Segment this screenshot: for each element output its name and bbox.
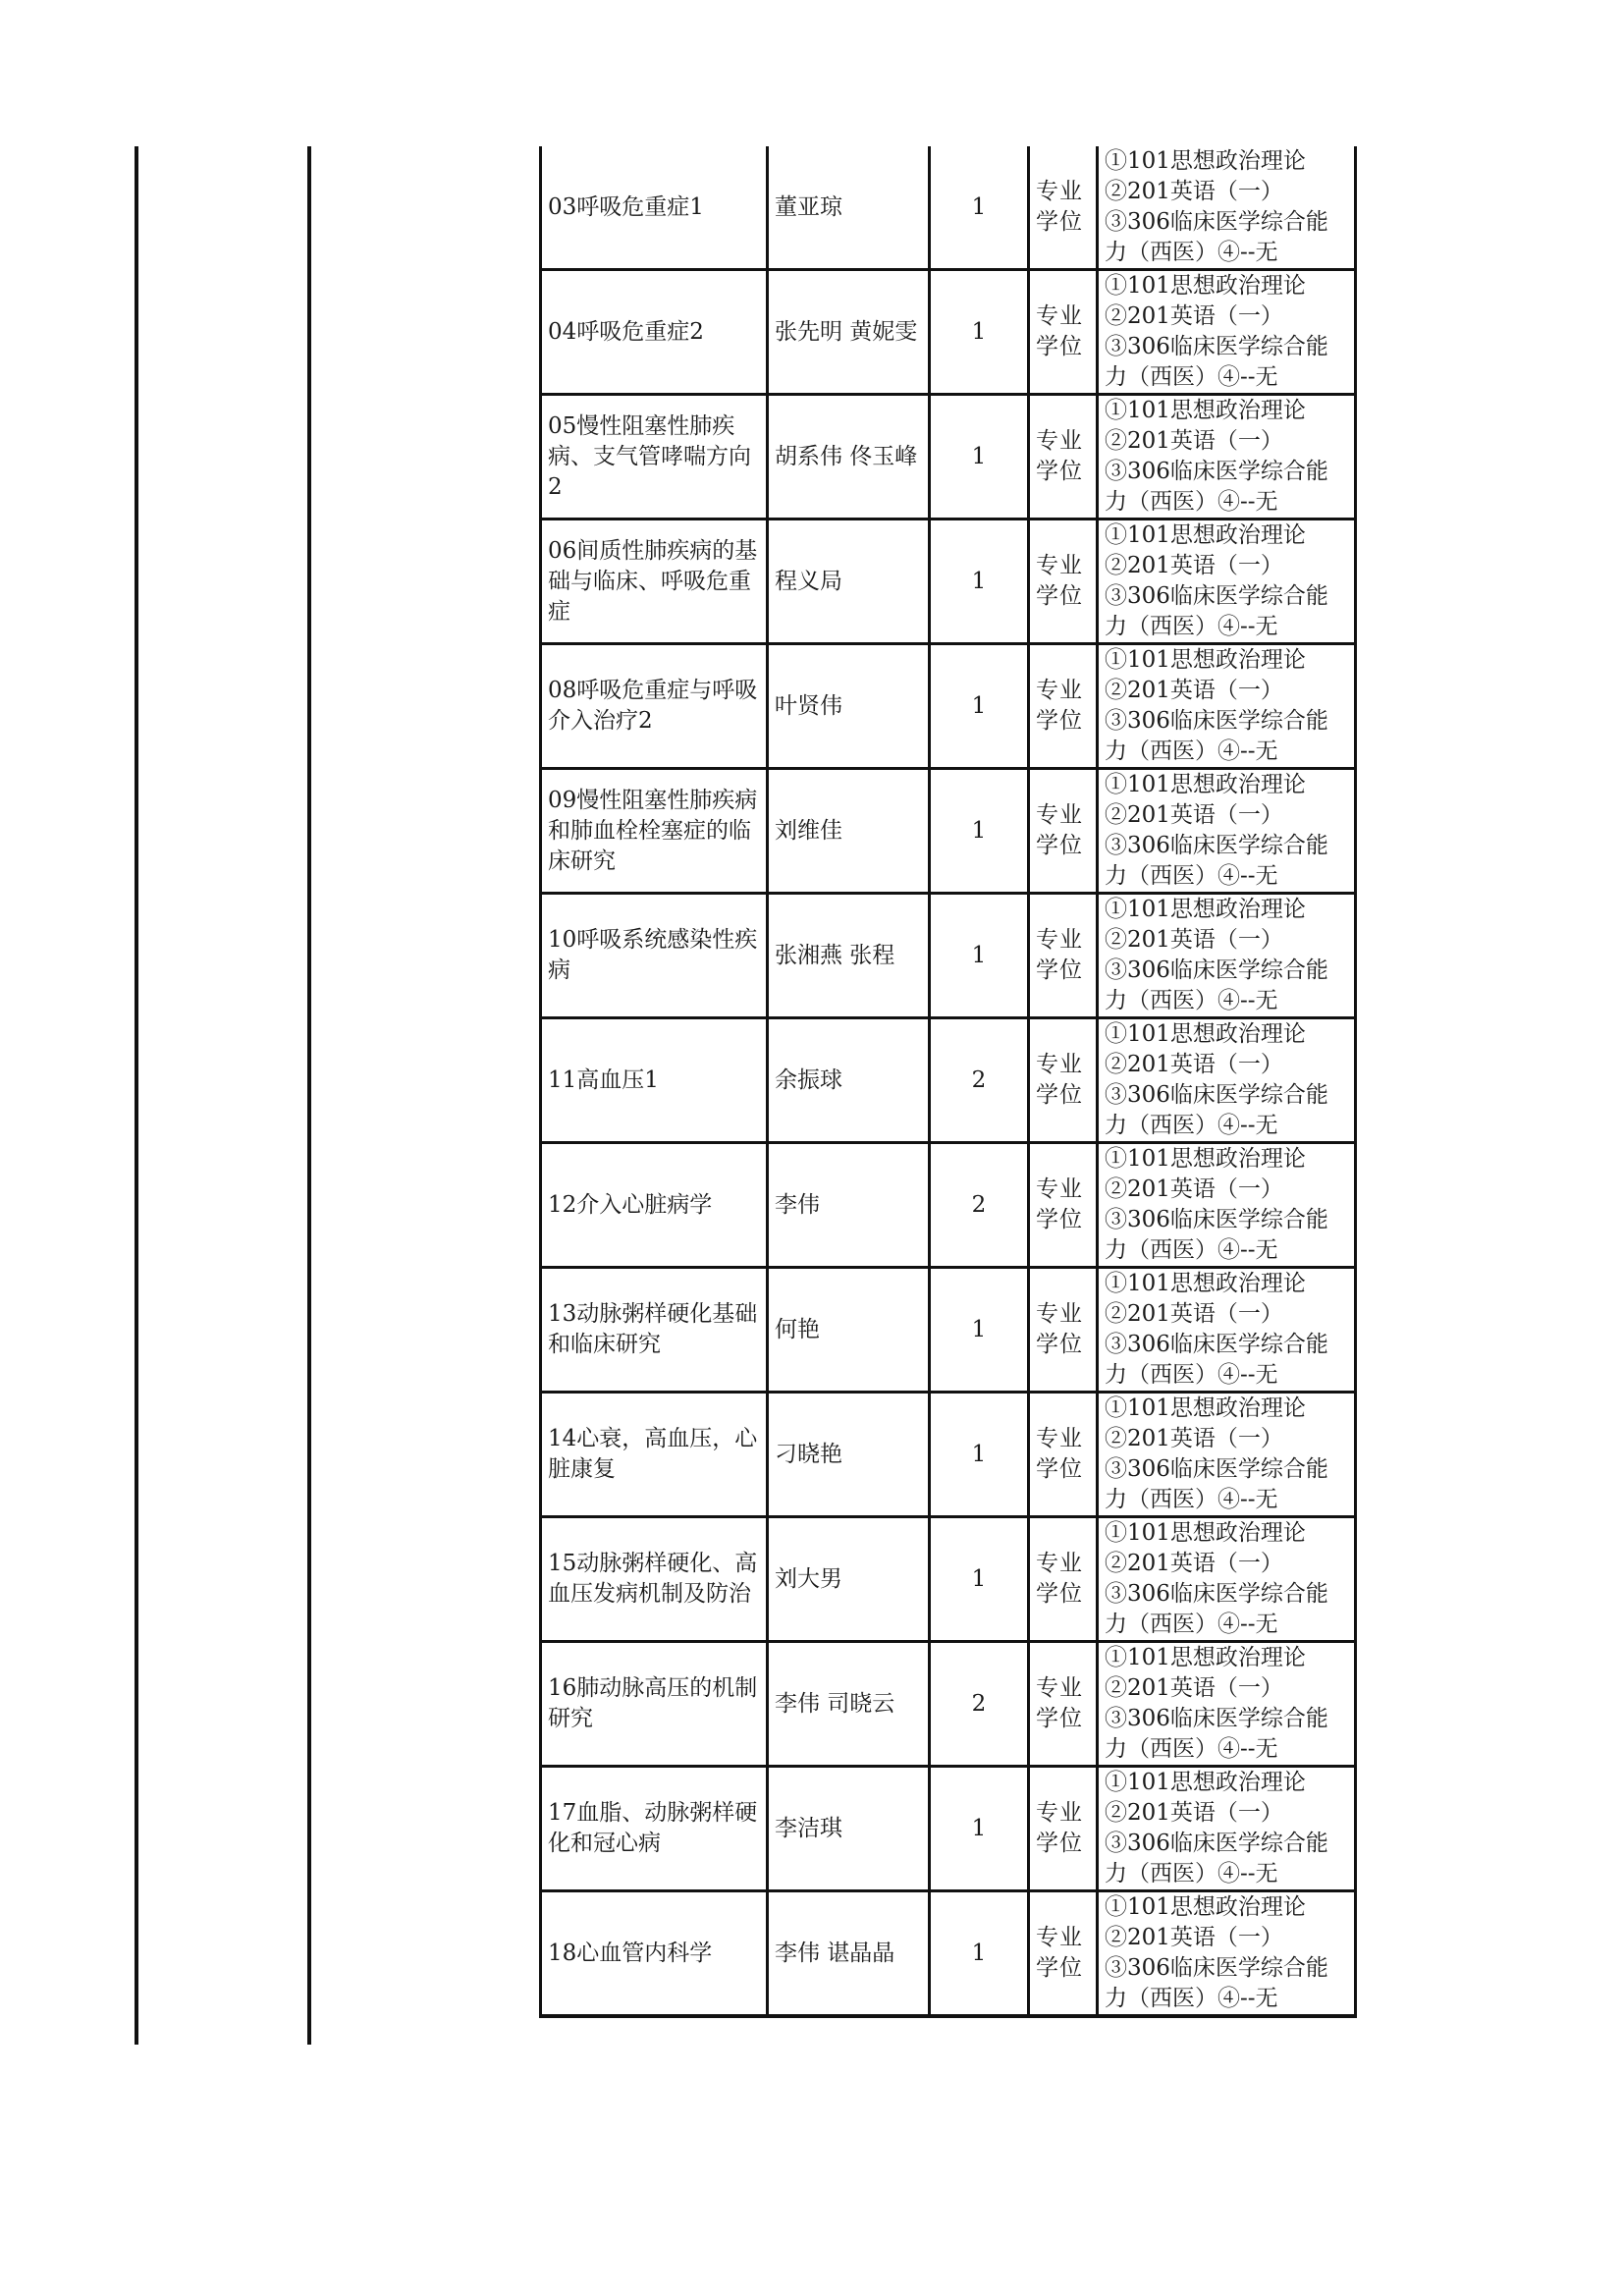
research-direction-cell: 18心血管内科学 [541, 1891, 768, 2017]
quota-cell: 1 [930, 1517, 1029, 1642]
quota-cell: 2 [930, 1642, 1029, 1767]
quota-cell: 1 [930, 894, 1029, 1018]
degree-type-cell: 专业学位 [1029, 146, 1098, 270]
exam-subjects-cell: ①101思想政治理论②201英语（一）③306临床医学综合能力（西医）④--无 [1098, 1393, 1356, 1517]
table-row [541, 1143, 1356, 1268]
degree-type-cell: 专业学位 [1029, 1517, 1098, 1642]
tutor-cell: 余振球 [768, 1018, 930, 1143]
tutor-cell: 刘维佳 [768, 769, 930, 894]
tutor-cell: 李洁琪 [768, 1767, 930, 1891]
degree-type-cell: 专业学位 [1029, 894, 1098, 1018]
quota-cell: 1 [930, 1767, 1029, 1891]
quota-cell: 1 [930, 519, 1029, 644]
table-row [541, 146, 1356, 270]
table-row [541, 769, 1356, 894]
tutor-cell: 何艳 [768, 1268, 930, 1393]
research-direction-cell: 03呼吸危重症1 [541, 146, 768, 270]
exam-subjects-cell: ①101思想政治理论②201英语（一）③306临床医学综合能力（西医）④--无 [1098, 1268, 1356, 1393]
tutor-cell: 张先明 黄妮雯 [768, 270, 930, 395]
research-direction-cell: 15动脉粥样硬化、高血压发病机制及防治 [541, 1517, 768, 1642]
table-row [541, 1268, 1356, 1393]
research-direction-cell: 12介入心脏病学 [541, 1143, 768, 1268]
table-row [541, 1517, 1356, 1642]
admissions-table [539, 146, 1357, 2018]
tutor-cell: 胡系伟 佟玉峰 [768, 395, 930, 519]
degree-type-cell: 专业学位 [1029, 270, 1098, 395]
research-direction-cell: 17血脂、动脉粥样硬化和冠心病 [541, 1767, 768, 1891]
tutor-cell: 刘大男 [768, 1517, 930, 1642]
research-direction-cell: 14心衰，高血压，心脏康复 [541, 1393, 768, 1517]
quota-cell: 1 [930, 1393, 1029, 1517]
quota-cell: 2 [930, 1018, 1029, 1143]
table-row [541, 395, 1356, 519]
quota-cell: 1 [930, 146, 1029, 270]
column-divider-line [307, 146, 311, 2045]
research-direction-cell: 10呼吸系统感染性疾病 [541, 894, 768, 1018]
exam-subjects-cell: ①101思想政治理论②201英语（一）③306临床医学综合能力（西医）④--无 [1098, 1517, 1356, 1642]
tutor-cell: 叶贤伟 [768, 644, 930, 769]
research-direction-cell: 13动脉粥样硬化基础和临床研究 [541, 1268, 768, 1393]
tutor-cell: 李伟 谌晶晶 [768, 1891, 930, 2017]
degree-type-cell: 专业学位 [1029, 395, 1098, 519]
quota-cell: 1 [930, 644, 1029, 769]
degree-type-cell: 专业学位 [1029, 1891, 1098, 2017]
quota-cell: 1 [930, 1891, 1029, 2017]
degree-type-cell: 专业学位 [1029, 644, 1098, 769]
degree-type-cell: 专业学位 [1029, 1393, 1098, 1517]
research-direction-cell: 11高血压1 [541, 1018, 768, 1143]
tutor-cell: 刁晓艳 [768, 1393, 930, 1517]
table-row [541, 1393, 1356, 1517]
exam-subjects-cell: ①101思想政治理论②201英语（一）③306临床医学综合能力（西医）④--无 [1098, 894, 1356, 1018]
table-row [541, 270, 1356, 395]
tutor-cell: 程义局 [768, 519, 930, 644]
exam-subjects-cell: ①101思想政治理论②201英语（一）③306临床医学综合能力（西医）④--无 [1098, 146, 1356, 270]
table-row [541, 1767, 1356, 1891]
research-direction-cell: 16肺动脉高压的机制研究 [541, 1642, 768, 1767]
exam-subjects-cell: ①101思想政治理论②201英语（一）③306临床医学综合能力（西医）④--无 [1098, 1143, 1356, 1268]
exam-subjects-cell: ①101思想政治理论②201英语（一）③306临床医学综合能力（西医）④--无 [1098, 1018, 1356, 1143]
research-direction-cell: 08呼吸危重症与呼吸介入治疗2 [541, 644, 768, 769]
research-direction-cell: 09慢性阻塞性肺疾病和肺血栓栓塞症的临床研究 [541, 769, 768, 894]
exam-subjects-cell: ①101思想政治理论②201英语（一）③306临床医学综合能力（西医）④--无 [1098, 1642, 1356, 1767]
table-row [541, 644, 1356, 769]
exam-subjects-cell: ①101思想政治理论②201英语（一）③306临床医学综合能力（西医）④--无 [1098, 519, 1356, 644]
tutor-cell: 李伟 [768, 1143, 930, 1268]
research-direction-cell: 05慢性阻塞性肺疾病、支气管哮喘方向2 [541, 395, 768, 519]
exam-subjects-cell: ①101思想政治理论②201英语（一）③306临床医学综合能力（西医）④--无 [1098, 270, 1356, 395]
table-row [541, 1018, 1356, 1143]
table-row [541, 519, 1356, 644]
degree-type-cell: 专业学位 [1029, 1143, 1098, 1268]
research-direction-cell: 04呼吸危重症2 [541, 270, 768, 395]
exam-subjects-cell: ①101思想政治理论②201英语（一）③306临床医学综合能力（西医）④--无 [1098, 1767, 1356, 1891]
degree-type-cell: 专业学位 [1029, 1767, 1098, 1891]
quota-cell: 2 [930, 1143, 1029, 1268]
exam-subjects-cell: ①101思想政治理论②201英语（一）③306临床医学综合能力（西医）④--无 [1098, 769, 1356, 894]
degree-type-cell: 专业学位 [1029, 1268, 1098, 1393]
quota-cell: 1 [930, 395, 1029, 519]
exam-subjects-cell: ①101思想政治理论②201英语（一）③306临床医学综合能力（西医）④--无 [1098, 395, 1356, 519]
quota-cell: 1 [930, 769, 1029, 894]
table-row [541, 894, 1356, 1018]
degree-type-cell: 专业学位 [1029, 519, 1098, 644]
research-direction-cell: 06间质性肺疾病的基础与临床、呼吸危重症 [541, 519, 768, 644]
left-border-line [135, 146, 138, 2045]
exam-subjects-cell: ①101思想政治理论②201英语（一）③306临床医学综合能力（西医）④--无 [1098, 644, 1356, 769]
tutor-cell: 张湘燕 张程 [768, 894, 930, 1018]
table-row [541, 1642, 1356, 1767]
degree-type-cell: 专业学位 [1029, 1018, 1098, 1143]
admissions-table-body [541, 146, 1356, 2016]
exam-subjects-cell: ①101思想政治理论②201英语（一）③306临床医学综合能力（西医）④--无 [1098, 1891, 1356, 2017]
quota-cell: 1 [930, 270, 1029, 395]
quota-cell: 1 [930, 1268, 1029, 1393]
degree-type-cell: 专业学位 [1029, 1642, 1098, 1767]
tutor-cell: 李伟 司晓云 [768, 1642, 930, 1767]
table-row [541, 1891, 1356, 2017]
tutor-cell: 董亚琼 [768, 146, 930, 270]
degree-type-cell: 专业学位 [1029, 769, 1098, 894]
